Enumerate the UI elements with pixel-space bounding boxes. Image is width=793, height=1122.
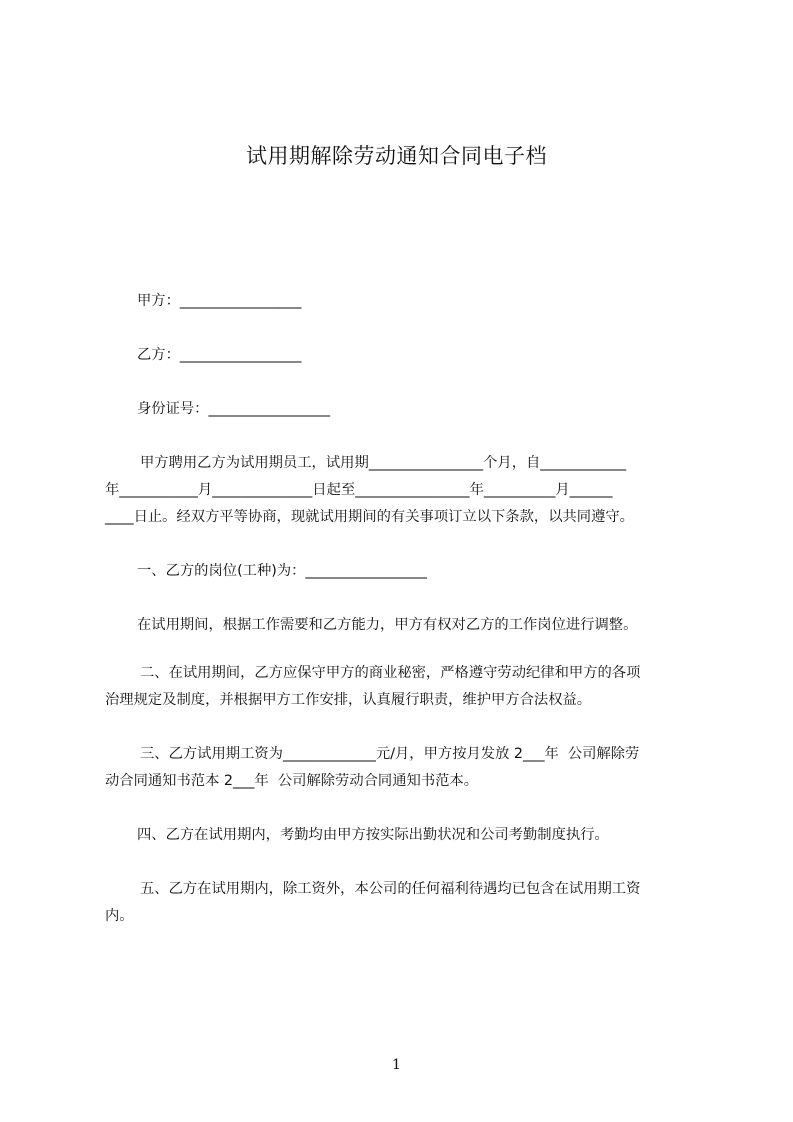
clause-3-line-2: 动合同通知书范本 2___年 公司解除劳动合同通知书范本。 (105, 773, 479, 789)
intro-line-3: ____日止。经双方平等协商，现就试用期间的有关事项订立以下条款，以共同遵守。 (105, 509, 634, 525)
intro-line-2: 年___________月______________日起至________________年__________月______ (105, 482, 613, 498)
party-a-line: 甲方：_________________ (137, 293, 302, 309)
clause-4: 四、乙方在试用期内，考勤均由甲方按实际出勤状况和公司考勤制度执行。 (137, 827, 609, 843)
clause-2-line-1: 二、在试用期间，乙方应保守甲方的商业秘密，严格遵守劳动纪律和甲方的各项 (140, 665, 641, 681)
party-b-line: 乙方：_________________ (137, 347, 302, 363)
intro-line-1: 甲方聘用乙方为试用期员工，试用期________________个月，自____________ (140, 455, 627, 471)
clause-1-detail: 在试用期间，根据工作需要和乙方能力，甲方有权对乙方的工作岗位进行调整。 (137, 617, 638, 633)
document-title: 试用期解除劳动通知合同电子档 (246, 144, 547, 168)
clause-5-line-2: 内。 (105, 908, 134, 924)
clause-2-line-2: 治理规定及制度，并根据甲方工作安排，认真履行职责，维护甲方合法权益。 (105, 692, 592, 708)
id-number-line: 身份证号：_________________ (137, 401, 331, 417)
clause-1: 一、乙方的岗位(工种)为：_________________ (137, 563, 427, 579)
clause-3-line-1: 三、乙方试用期工资为_____________元/月，甲方按月发放 2___年 公司解除劳 (140, 746, 640, 762)
page-number: 1 (392, 1057, 401, 1073)
clause-5-line-1: 五、乙方在试用期内，除工资外，本公司的任何福利待遇均已包含在试用期工资 (140, 881, 641, 897)
